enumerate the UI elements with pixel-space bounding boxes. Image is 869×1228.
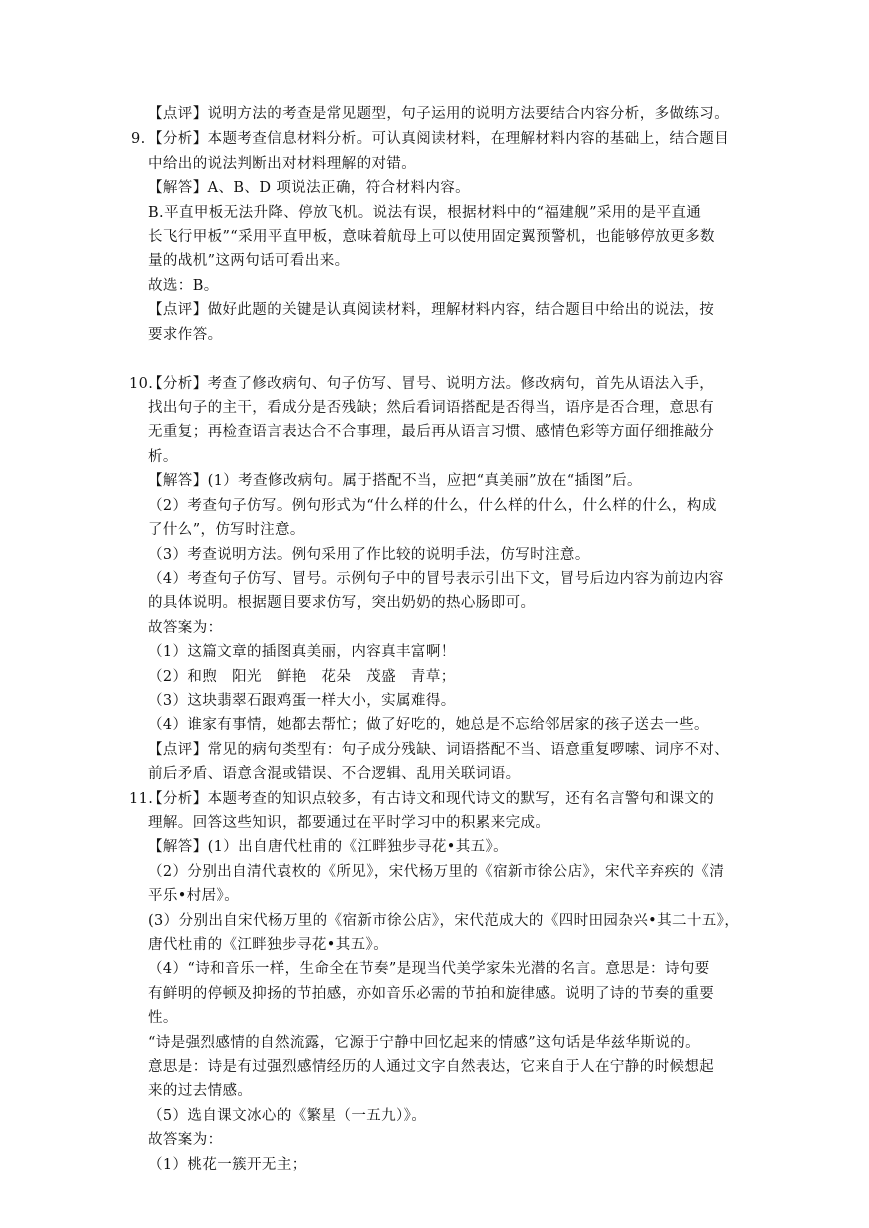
text-line: 量的战机”这两句话可看出来。	[148, 253, 350, 269]
text-line: 无重复；再检查语言表达合不合事理，最后再从语言习惯、感情色彩等方面仔细推敲分	[148, 424, 715, 440]
text-line: （2）和煦 阳光 鲜艳 花朵 茂盛 青草；	[148, 669, 456, 685]
text-line: （1）这篇文章的插图真美丽，内容真丰富啊！	[148, 644, 456, 660]
text-line: 了什么”，仿写时注意。	[148, 522, 305, 538]
text-line: 析。	[148, 449, 178, 465]
text-line: 有鲜明的停顿及抑扬的节拍感，亦如音乐必需的节拍和旋律感。说明了诗的节奏的重要	[148, 986, 715, 1002]
text-line: 【分析】本题考查信息材料分析。可认真阅读材料，在理解材料内容的基础上，结合题目	[148, 131, 730, 147]
text-line: 唐代杜甫的《江畔独步寻花•其五》。	[148, 937, 389, 953]
text-line: 的具体说明。根据题目要求仿写，突出奶奶的热心肠即可。	[148, 595, 536, 611]
text-line: 中给出的说法判断出对材料理解的对错。	[148, 156, 417, 172]
text-line: （4）考查句子仿写、冒号。示例句子中的冒号表示引出下文，冒号后边内容为前边内容	[148, 571, 724, 587]
text-line: 【解答】(1）考查修改病句。属于搭配不当，应把“真美丽”放在“插图”后。	[148, 473, 642, 489]
text-line: 要求作答。	[148, 327, 223, 343]
text-line: 【点评】做好此题的关键是认真阅读材料，理解材料内容，结合题目中给出的说法，按	[148, 302, 715, 318]
text-line: 【解答】(1）出自唐代杜甫的《江畔独步寻花•其五》。	[148, 839, 509, 855]
text-line: 意思是：诗是有过强烈感情经历的人通过文字自然表达，它来自于人在宁静的时候想起	[148, 1059, 715, 1075]
question-number: 10.	[129, 376, 154, 392]
text-line: 来的过去情感。	[148, 1083, 253, 1099]
text-line: 平乐•村居》。	[148, 888, 240, 904]
text-line: （3）这块翡翠石跟鸡蛋一样大小，实属难得。	[148, 693, 456, 709]
text-line: （4）“诗和音乐一样，生命全在节奏”是现当代美学家朱光潜的名言。意思是：诗句要	[148, 961, 710, 977]
text-line: B.平直甲板无法升降、停放飞机。说法有误，根据材料中的“福建舰”采用的是平直通	[148, 205, 702, 221]
question-number: 9.	[131, 131, 146, 147]
text-line: 【点评】说明方法的考查是常见题型，句子运用的说明方法要结合内容分析，多做练习。	[148, 106, 730, 122]
text-line: 【解答】A、B、D 项说法正确，符合材料内容。	[148, 180, 471, 196]
text-line: 性。	[148, 1010, 178, 1026]
text-line: 故答案为：	[148, 1132, 223, 1148]
text-line: (3）分别出自宋代杨万里的《宿新市徐公店》，宋代范成大的《四时田园杂兴•其二十五》，	[148, 913, 740, 929]
text-line: “诗是强烈感情的自然流露，它源于宁静中回忆起来的情感”这句话是华兹华斯说的。	[148, 1035, 701, 1051]
text-line: 故选：B。	[148, 278, 219, 294]
text-line: （5）选自课文冰心的《繁星（一五九）》。	[148, 1108, 427, 1124]
text-line: 长飞行甲板”“采用平直甲板，意味着航母上可以使用固定翼预警机，也能够停放更多数	[148, 229, 715, 245]
text-line: 故答案为：	[148, 620, 223, 636]
text-line: 【点评】常见的病句类型有：句子成分残缺、词语搭配不当、语意重复啰嗦、词序不对、	[148, 742, 730, 758]
text-line: 【分析】本题考查的知识点较多，有古诗文和现代诗文的默写，还有名言警句和课文的	[148, 791, 715, 807]
text-line: （2）考查句子仿写。例句形式为“什么样的什么，什么样的什么，什么样的什么，构成	[148, 498, 717, 514]
text-line: 前后矛盾、语意含混或错误、不合逻辑、乱用关联词语。	[148, 766, 521, 782]
text-line: 找出句子的主干，看成分是否残缺；然后看词语搭配是否得当，语序是否合理，意思有	[148, 400, 715, 416]
text-line: （3）考查说明方法。例句采用了作比较的说明手法，仿写时注意。	[148, 547, 590, 563]
text-line: （4）谁家有事情，她都去帮忙；做了好吃的，她总是不忘给邻居家的孩子送去一些。	[148, 717, 709, 733]
text-line: 【分析】考查了修改病句、句子仿写、冒号、说明方法。修改病句，首先从语法入手，	[148, 376, 715, 392]
text-line: （1）桃花一簇开无主；	[148, 1157, 307, 1173]
question-number: 11.	[129, 791, 154, 807]
text-line: 理解。回答这些知识，都要通过在平时学习中的积累来完成。	[148, 815, 551, 831]
text-line: （2）分别出自清代袁枚的《所见》，宋代杨万里的《宿新市徐公店》，宋代辛弃疾的《清	[148, 864, 725, 880]
